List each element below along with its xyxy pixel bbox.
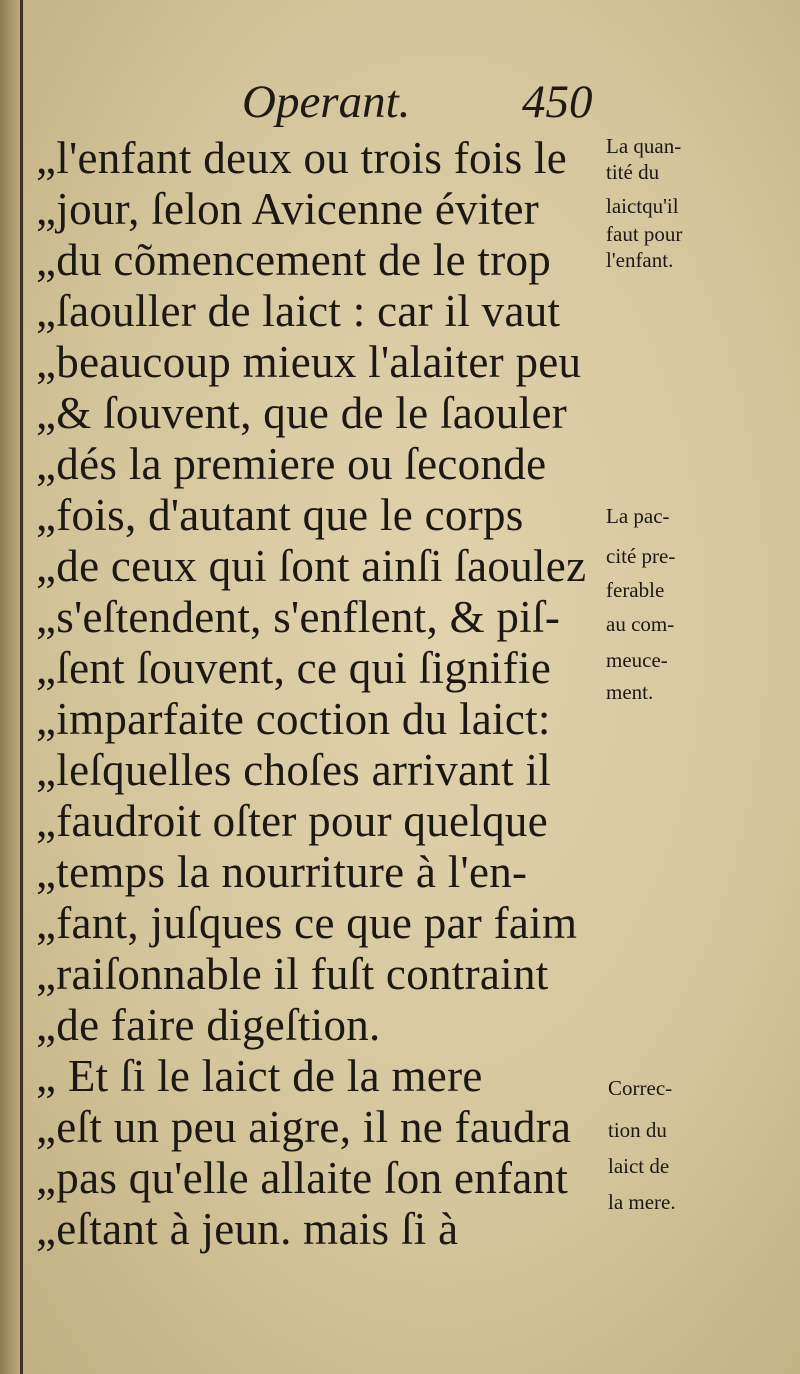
page-fold-line: [20, 0, 23, 1374]
margin-note-1-line-4: faut pour: [606, 222, 683, 246]
text-line-22: „eſtant à jeun. mais ſi à: [36, 1204, 459, 1254]
text-line-21: „pas qu'elle allaite ſon enfant: [36, 1153, 569, 1203]
text-line-14: „faudroit oſter pour quelque: [36, 796, 548, 846]
margin-note-2-line-5: meuce-: [606, 648, 668, 672]
text-line-6: „& ſouvent, que de le ſaouler: [36, 388, 568, 438]
text-line-1: „l'enfant deux ou trois fois le: [36, 133, 568, 183]
margin-note-2-line-4: au com-: [606, 612, 675, 636]
text-line-12: „imparfaite coction du laict:: [36, 694, 551, 744]
text-line-11: „ſent ſouvent, ce qui ſignifie: [36, 643, 552, 693]
running-head: Operant.: [242, 76, 411, 128]
margin-note-2-line-2: cité pre-: [606, 544, 676, 568]
text-line-20: „eſt un peu aigre, il ne faudra: [36, 1102, 572, 1152]
text-line-15: „temps la nourriture à l'en-: [36, 847, 528, 897]
margin-note-1-line-3: laictqu'il: [606, 194, 679, 218]
margin-note-2-line-6: ment.: [606, 680, 654, 704]
text-line-7: „dés la premiere ou ſeconde: [36, 439, 547, 489]
margin-note-3-line-3: laict de: [608, 1154, 670, 1178]
margin-note-3-line-1: Correc-: [608, 1076, 673, 1100]
text-line-5: „beaucoup mieux l'alaiter peu: [36, 337, 582, 387]
text-line-17: „raiſonnable il fuſt contraint: [36, 949, 549, 999]
text-line-18: „de faire digeſtion.: [36, 1000, 381, 1050]
text-line-9: „de ceux qui ſont ainſi ſaoulez: [36, 541, 587, 591]
margin-note-3-line-4: la mere.: [608, 1190, 676, 1214]
text-line-19: „ Et ſi le laict de la mere: [36, 1051, 483, 1101]
text-line-4: „ſaouller de laict : car il vaut: [36, 286, 561, 336]
margin-note-1-line-1: La quan-: [606, 134, 682, 158]
text-line-8: „fois, d'autant que le corps: [36, 490, 524, 540]
text-line-13: „leſquelles choſes arrivant il: [36, 745, 552, 795]
page-number: 450: [522, 76, 593, 128]
margin-note-3-line-2: tion du: [608, 1118, 667, 1142]
text-line-2: „jour, ſelon Avicenne éviter: [36, 184, 540, 234]
text-line-16: „fant, juſques ce que par faim: [36, 898, 578, 948]
margin-note-2-line-3: ferable: [606, 578, 665, 602]
margin-note-1-line-2: tité du: [606, 160, 660, 184]
text-line-10: „s'eſtendent, s'enflent, & piſ-: [36, 592, 561, 642]
text-line-3: „du cõmencement de le trop: [36, 235, 552, 285]
margin-note-2-line-1: La pac-: [606, 504, 670, 528]
margin-note-1-line-5: l'enfant.: [606, 248, 674, 272]
